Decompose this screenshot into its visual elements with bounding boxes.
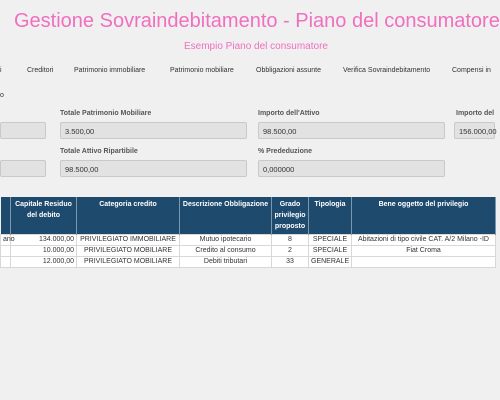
field-importo-attivo[interactable]: 98.500,00 [258,122,445,139]
table-cell: 12.000,00 [11,257,77,268]
table-cell: 134.000,00 [11,235,77,246]
field-totale-attivo-ripartibile[interactable]: 98.500,00 [60,160,247,177]
label-importo-attivo: Importo dell'Attivo [258,110,320,117]
obligations-table [0,197,496,268]
table-cell: Fiat Croma [352,246,496,257]
col-header-grado-privilegio: Grado privilegio proposto [272,197,309,235]
col-header-capitale-residuo: Capitale Residuo del debito [11,197,77,235]
table-cell: SPECIALE [309,246,352,257]
nav-item-partial[interactable]: i [0,67,2,74]
nav-item-obbligazioni-assunte[interactable]: Obbligazioni assunte [256,67,321,74]
nav-item-patrimonio-immobiliare[interactable]: Patrimonio immobiliare [74,67,146,74]
field-importo-del[interactable]: 156.000,00 [454,122,495,139]
col-header-bene-oggetto: Bene oggetto del privilegio [352,197,496,235]
table-cell: ano [1,235,11,246]
table-cell [1,246,11,257]
label-totale-patrimonio-mobiliare: Totale Patrimonio Mobiliare [60,110,152,117]
table-row[interactable] [1,257,496,268]
label-importo-del: Importo del [456,110,495,117]
col-header-partial [1,197,11,235]
col-header-tipologia: Tipologia [309,197,352,235]
table-cell: PRIVILEGIATO IMMOBILIARE [77,235,180,246]
table-cell: 33 [272,257,309,268]
table-row[interactable] [1,235,496,246]
field-prededuzione[interactable]: 0,000000 [258,160,445,177]
nav-item-small[interactable]: o [0,92,4,99]
field-partial-1[interactable] [0,122,46,139]
top-nav [0,67,495,81]
table-cell: GENERALE [309,257,352,268]
label-totale-attivo-ripartibile: Totale Attivo Ripartibile [60,148,138,155]
col-header-categoria-credito: Categoria credito [77,197,180,235]
field-totale-patrimonio-mobiliare[interactable]: 3.500,00 [60,122,247,139]
col-header-descrizione-obbligazione: Descrizione Obbligazione [180,197,272,235]
table-cell: 8 [272,235,309,246]
table-header-row [1,197,496,235]
table-cell: PRIVILEGIATO MOBILIARE [77,246,180,257]
table-cell: Debiti tributari [180,257,272,268]
table-cell: Mutuo ipotecario [180,235,272,246]
table-cell [1,257,11,268]
nav-item-creditori[interactable]: Creditori [27,67,54,74]
label-prededuzione: % Prededuzione [258,148,313,155]
table-cell: Abitazioni di tipo civile CAT. A/2 Milano -ID [352,235,496,246]
nav-item-patrimonio-mobiliare[interactable]: Patrimonio mobiliare [170,67,234,74]
table-cell: Credito al consumo [180,246,272,257]
nav-item-verifica-sovraindebitamento[interactable]: Verifica Sovraindebitamento [343,67,431,74]
table-cell: 2 [272,246,309,257]
nav-item-compensi[interactable]: Compensi in [452,67,491,74]
page-subtitle: Esempio Piano del consumatore [184,41,328,52]
table-cell: SPECIALE [309,235,352,246]
table-row[interactable] [1,246,496,257]
table-cell: 10.000,00 [11,246,77,257]
table-cell [352,257,496,268]
field-partial-2[interactable] [0,160,46,177]
page-title: Gestione Sovraindebitamento - Piano del consumatore [14,10,500,32]
table-cell: PRIVILEGIATO MOBILIARE [77,257,180,268]
